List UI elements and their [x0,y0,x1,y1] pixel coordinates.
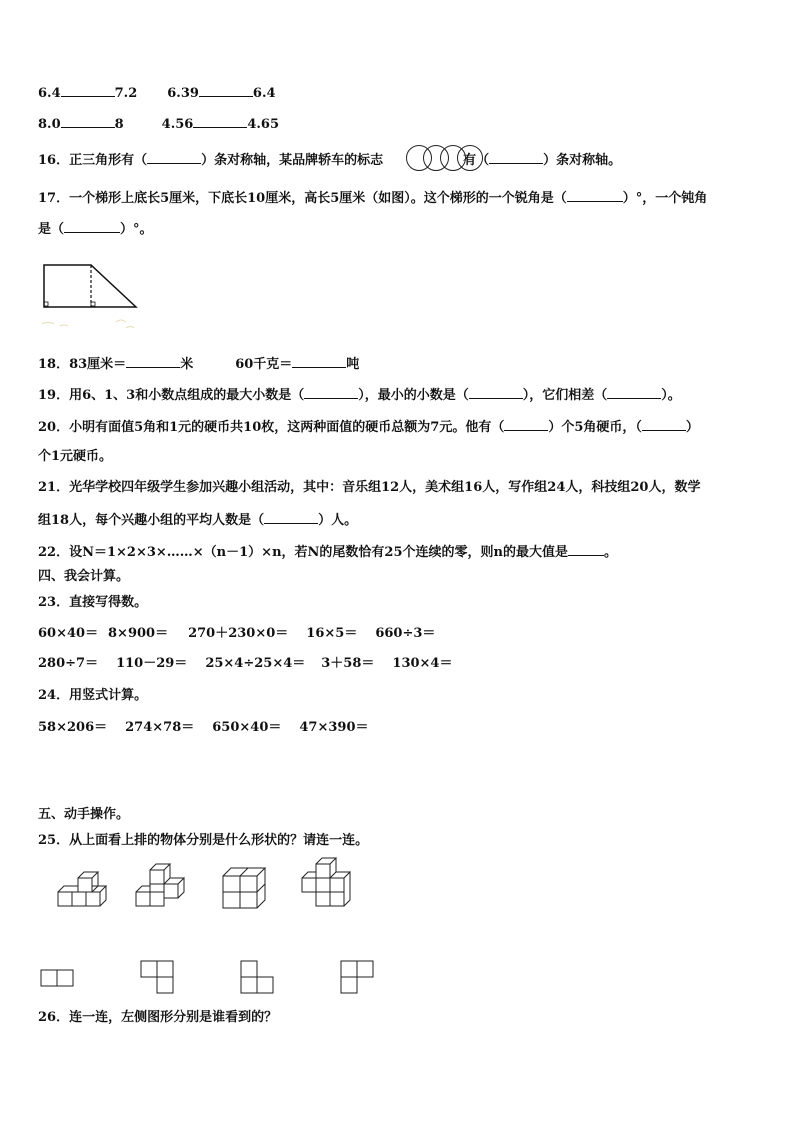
answer-blank[interactable] [126,354,180,368]
calc-item: 280÷7＝ [38,656,99,671]
top-view-shape-4-icon [340,960,378,996]
compare-left: 4.56 [161,117,194,132]
question-22 [38,542,617,562]
question-20-line-2 [38,448,112,466]
q22-text-2: 。 [603,545,617,560]
trapezoid-figure [40,262,150,337]
compare-left: 6.39 [167,86,199,101]
answer-blank[interactable] [642,417,686,431]
question-17-line-2 [38,219,153,239]
question-21-line-2 [38,510,357,530]
answer-blank[interactable] [147,150,201,164]
answer-blank[interactable] [264,510,318,524]
q20-text-3: ） [685,420,699,435]
q23-row-1 [38,625,435,643]
compare-left: 8.0 [38,117,61,132]
cube-stack-1-icon [56,872,106,910]
q17-text-2: ）°，一个钝角 [622,191,708,206]
question-24-title: 24．用竖式计算。 [38,688,148,703]
q21-text-1: 21．光华学校四年级学生参加兴趣小组活动，其中：音乐组12人，美术组16人，写作组24人，科技组20人，数学 [38,480,701,495]
question-23-title: 23．直接写得数。 [38,595,148,610]
compare-left: 6.4 [38,86,61,101]
compare-right: 6.4 [252,86,276,101]
q21-text-2: 组18人，每个兴趣小组的平均人数是（ [38,513,265,528]
four-rings-logo-icon [404,144,486,172]
q22-text-1: 22．设N＝1×2×3×……×（n－1）×n，若N的尾数恰有25个连续的零，则n的最大值是 [38,545,568,560]
q24-row [38,719,369,737]
calc-item: 274×78＝ [125,720,195,735]
section-5-heading: 五、动手操作。 [38,807,130,822]
cube-stack-4-icon [298,856,354,912]
question-26-title: 26．连一连，左侧图形分别是谁看到的？ [38,1010,278,1025]
answer-blank[interactable] [607,385,661,399]
calc-item: 25×4÷25×4＝ [205,656,306,671]
q16-text-3: 有（ [463,153,490,168]
top-view-shape-1-icon [40,968,76,988]
top-view-shape-2-icon [140,960,176,996]
q16-text-2: ）条对称轴，某品牌轿车的标志 [201,153,384,168]
q18-text-4: 吨 [346,357,360,372]
answer-blank[interactable] [304,385,358,399]
question-20-line-1 [38,417,699,437]
q17-text-4: ）°。 [120,222,153,237]
q18-text-2: 米 [180,357,194,372]
question-21-line-1 [38,479,700,497]
q23-row-2 [38,655,452,673]
answer-blank[interactable] [489,150,543,164]
answer-blank[interactable] [469,385,523,399]
q20-text-2: ）个5角硬币，（ [548,420,642,435]
calc-item: 3＋58＝ [321,656,375,671]
q18-text-3: 60千克＝ [235,357,293,372]
answer-blank[interactable] [568,542,604,556]
q16-text-4: ）条对称轴。 [543,153,622,168]
question-19 [38,385,681,405]
calc-item: 16×5＝ [306,626,358,641]
q19-text-2: ），最小的小数是（ [358,388,469,403]
compare-right: 4.65 [247,117,280,132]
question-18 [38,354,359,374]
answer-blank[interactable] [567,188,623,202]
q18-text-1: 18．83厘米＝ [38,357,127,372]
compare-row-2 [38,114,279,134]
q19-text-3: ），它们相差（ [522,388,608,403]
calc-item: 660÷3＝ [375,626,436,641]
question-17-line-1 [38,188,707,208]
answer-blank[interactable] [504,417,548,431]
top-view-shape-3-icon [240,960,276,996]
calc-item: 130×4＝ [392,656,453,671]
calc-item: 58×206＝ [38,720,108,735]
answer-blank[interactable] [64,219,120,233]
answer-blank[interactable] [193,114,247,128]
calc-item: 8×900＝ [108,626,169,641]
q17-text-3: 是（ [38,222,65,237]
q19-text-1: 19．用6、1、3和小数点组成的最大小数是（ [38,388,305,403]
answer-blank[interactable] [292,354,346,368]
compare-right: 8 [114,117,124,132]
compare-row-1 [38,83,276,103]
q16-text-1: 16．正三角形有（ [38,153,148,168]
q21-text-3: ）人。 [318,513,358,528]
answer-blank[interactable] [61,114,115,128]
calc-item: 650×40＝ [212,720,282,735]
calc-item: 110－29＝ [116,656,188,671]
cube-stack-3-icon [220,864,270,910]
q20-text-4: 个1元硬币。 [38,449,113,464]
cube-stack-2-icon [134,862,190,912]
section-4-heading: 四、我会计算。 [38,569,130,584]
q20-text-1: 20．小明有面值5角和1元的硬币共10枚，这两种面值的硬币总额为7元。他有（ [38,420,505,435]
question-25-title: 25．从上面看上排的物体分别是什么形状的？请连一连。 [38,833,369,848]
q19-text-4: ）。 [661,388,681,403]
calc-item: 47×390＝ [299,720,369,735]
calc-item: 270＋230×0＝ [188,626,289,641]
calc-item: 60×40＝ [38,626,99,641]
answer-blank[interactable] [61,83,115,97]
question-16 [38,150,621,170]
compare-right: 7.2 [114,86,138,101]
q17-text-1: 17．一个梯形上底长5厘米，下底长10厘米，高长5厘米（如图）。这个梯形的一个锐角是（ [38,191,567,206]
answer-blank[interactable] [199,83,253,97]
